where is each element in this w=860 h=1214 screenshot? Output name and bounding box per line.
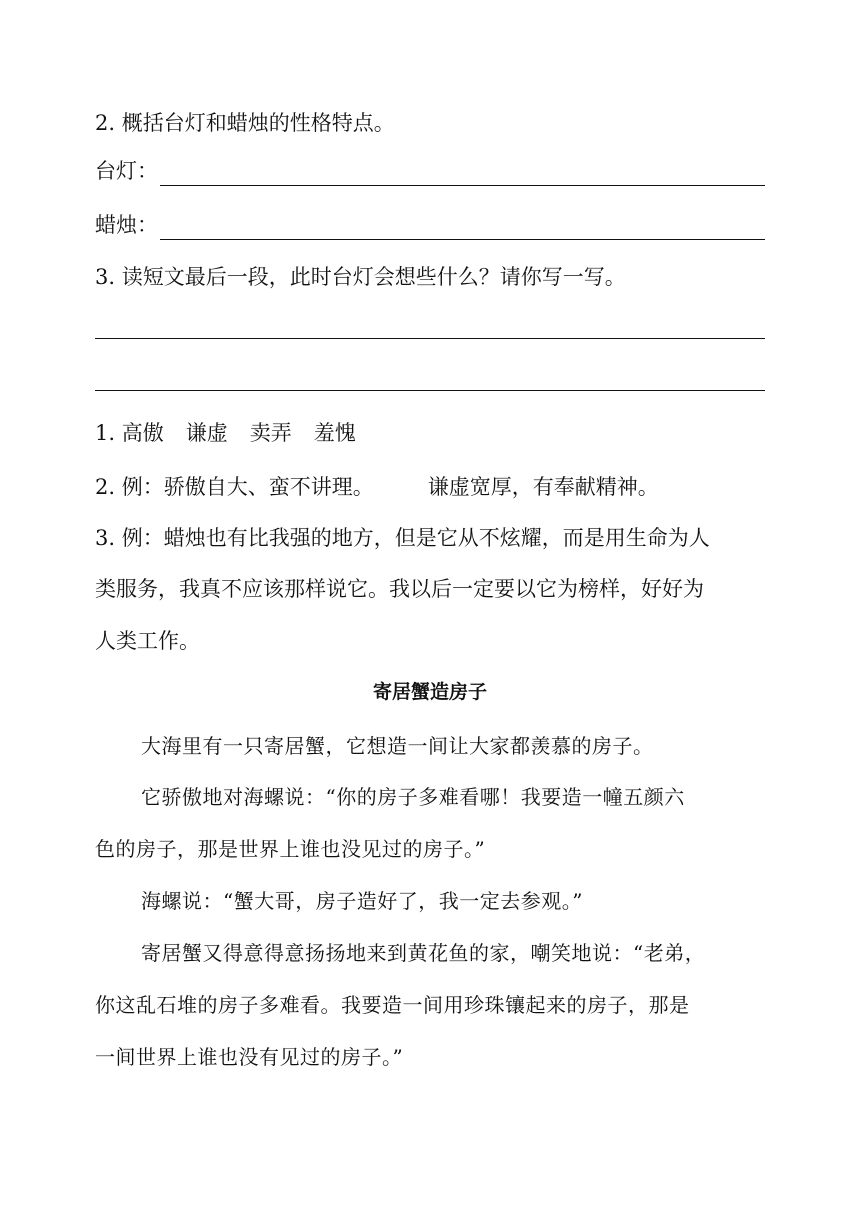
answer-2 xyxy=(95,472,765,502)
story-paragraph-3: 海螺说：“蟹大哥，房子造好了，我一定去参观。” xyxy=(141,889,583,913)
story-paragraph-2-line-1: 它骄傲地对海螺说：“你的房子多难看哪！我要造一幢五颜六 xyxy=(141,785,685,809)
answer-2-part-1: 2. 例：骄傲自大、蛮不讲理。 xyxy=(95,475,374,499)
answer-3-line-1: 3. 例：蜡烛也有比我强的地方，但是它从不炫耀，而是用生命为人 xyxy=(95,526,710,550)
candle-label: 蜡烛： xyxy=(95,213,158,237)
story-paragraph-4-line-2: 你这乱石堆的房子多难看。我要造一间用珍珠镶起来的房子，那是 xyxy=(95,993,690,1017)
question-2-candle-field xyxy=(95,210,765,240)
story-title: 寄居蟹造房子 xyxy=(372,681,487,703)
story-paragraph-2-line-2: 色的房子，那是世界上谁也没见过的房子。” xyxy=(95,837,486,861)
answer-line-1[interactable] xyxy=(95,338,765,339)
question-2-lamp-field xyxy=(95,156,765,186)
story-paragraph-4-line-1: 寄居蟹又得意得意扬扬地来到黄花鱼的家，嘲笑地说：“老弟， xyxy=(141,941,706,965)
answer-3-line-3: 人类工作。 xyxy=(95,629,200,653)
lamp-label: 台灯： xyxy=(95,159,158,183)
answer-1 xyxy=(95,418,765,448)
answer-1-word: 高傲 xyxy=(121,421,164,445)
question-3-prompt: 3. 读短文最后一段，此时台灯会想些什么？请你写一写。 xyxy=(95,265,626,289)
question-2-prompt: 2. 概括台灯和蜡烛的性格特点。 xyxy=(95,111,395,135)
answer-3-line-2: 类服务，我真不应该那样说它。我以后一定要以它为榜样，好好为 xyxy=(95,577,704,601)
answer-2-part-2: 谦虚宽厚，有奉献精神。 xyxy=(427,475,659,499)
candle-answer-blank[interactable] xyxy=(160,213,765,240)
story-paragraph-4-line-3: 一间世界上谁也没有见过的房子。” xyxy=(95,1045,404,1069)
answer-1-word: 谦虚 xyxy=(185,421,228,445)
answer-1-word: 卖弄 xyxy=(249,421,292,445)
lamp-answer-blank[interactable] xyxy=(160,159,765,186)
answer-1-prefix: 1. xyxy=(95,421,122,445)
answer-line-2[interactable] xyxy=(95,390,765,391)
story-paragraph-1: 大海里有一只寄居蟹，它想造一间让大家都羡慕的房子。 xyxy=(141,734,654,758)
answer-1-word: 羞愧 xyxy=(313,421,356,445)
